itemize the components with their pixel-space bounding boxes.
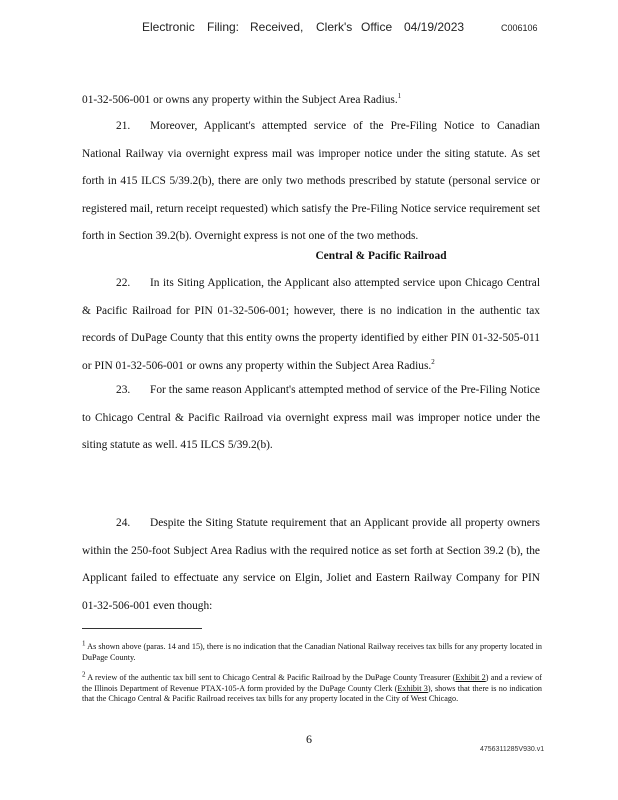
footnote-text: ) and a review of the Illinois Department of Revenue PTAX-105-A form provided by the DuPage County Clerk ( bbox=[82, 673, 542, 693]
footnote-mark: 2 bbox=[82, 670, 86, 679]
paragraph-text: In its Siting Application, the Applicant also attempted service upon Chicago Central & Pacific Railroad for PIN 01-32-506-001; however, there is no indication in the authentic tax records of DuPage County that this entity owns the property identified by either PIN 01-32-505-011 or PIN 01-32-506-001 or owns any property within the Subject Area Radius. bbox=[82, 277, 540, 372]
footnote-ref-2: 2 bbox=[431, 357, 435, 366]
exhibit-3-link: Exhibit 3 bbox=[397, 683, 428, 693]
footnote-text: ), shows that there is no indication that the Chicago Central & Pacific Railroad receives tax bills for any property located in the City of West Chicago. bbox=[82, 683, 543, 703]
footnote-2 bbox=[82, 670, 543, 705]
paragraph-text: For the same reason Applicant's attempted method of service of the Pre-Filing Notice to Chicago Central & Pacific Railroad via overnight express mail was improper notice under the siting statute as well. 415 ILCS 5/39.2(b). bbox=[82, 384, 540, 452]
paragraph-text: Moreover, Applicant's attempted service of the Pre-Filing Notice to Canadian National Railway via overnight express mail was improper notice under the siting statute. As set forth in 415 ILCS 5/39.2(b), there are only two methods prescribed by statute (personal service or registered mail, return receipt requested) which satisfy the Pre-Filing Notice service requirement set forth in Section 39.2(b). Overnight express is not one of the two methods. bbox=[82, 120, 540, 243]
footnote-divider bbox=[82, 628, 202, 629]
paragraph-number: 22. bbox=[116, 277, 131, 289]
header-word: Clerk's bbox=[316, 20, 353, 34]
header-word: Received, bbox=[250, 20, 304, 34]
document-id: 4756311285V930.v1 bbox=[480, 746, 545, 753]
header-date: 04/19/2023 bbox=[404, 20, 465, 34]
exhibit-2-link: Exhibit 2 bbox=[455, 673, 486, 682]
paragraph-number: 23. bbox=[116, 384, 131, 396]
header-word: Office bbox=[361, 20, 393, 34]
section-heading bbox=[0, 250, 618, 262]
page-number: 6 bbox=[306, 732, 312, 746]
efiling-header bbox=[0, 20, 618, 38]
carryover-line bbox=[82, 90, 540, 110]
footnote-text: A review of the authentic tax bill sent to Chicago Central & Pacific Railroad by the DuPage County Treasurer ( bbox=[87, 673, 456, 682]
paragraph-24 bbox=[82, 510, 540, 620]
footnote-1 bbox=[82, 639, 542, 663]
paragraph-22 bbox=[82, 270, 540, 380]
paragraph-21 bbox=[82, 113, 540, 251]
header-code: C006106 bbox=[501, 23, 538, 33]
footnote-ref-1: 1 bbox=[397, 92, 402, 101]
footnote-mark: 1 bbox=[82, 639, 86, 648]
header-word: Electronic bbox=[142, 20, 195, 34]
section-heading-text: Central & Pacific Railroad bbox=[315, 250, 447, 262]
header-word: Filing: bbox=[207, 20, 240, 34]
paragraph-number: 24. bbox=[116, 517, 131, 529]
paragraph-23 bbox=[82, 377, 540, 460]
carryover-text: 01-32-506-001 or owns any property within the Subject Area Radius. bbox=[82, 94, 398, 106]
paragraph-number: 21. bbox=[116, 120, 131, 132]
footnote-text: As shown above (paras. 14 and 15), there is no indication that the Canadian National Railway receives tax bills for any property located in DuPage County. bbox=[82, 642, 542, 662]
paragraph-text: Despite the Siting Statute requirement that an Applicant provide all property owners within the 250-foot Subject Area Radius with the required notice as set forth at Section 39.2 (b), the Applicant failed to effectuate any service on Elgin, Joliet and Eastern Railway Company for PIN 01-32-506-001 even though: bbox=[82, 517, 540, 612]
